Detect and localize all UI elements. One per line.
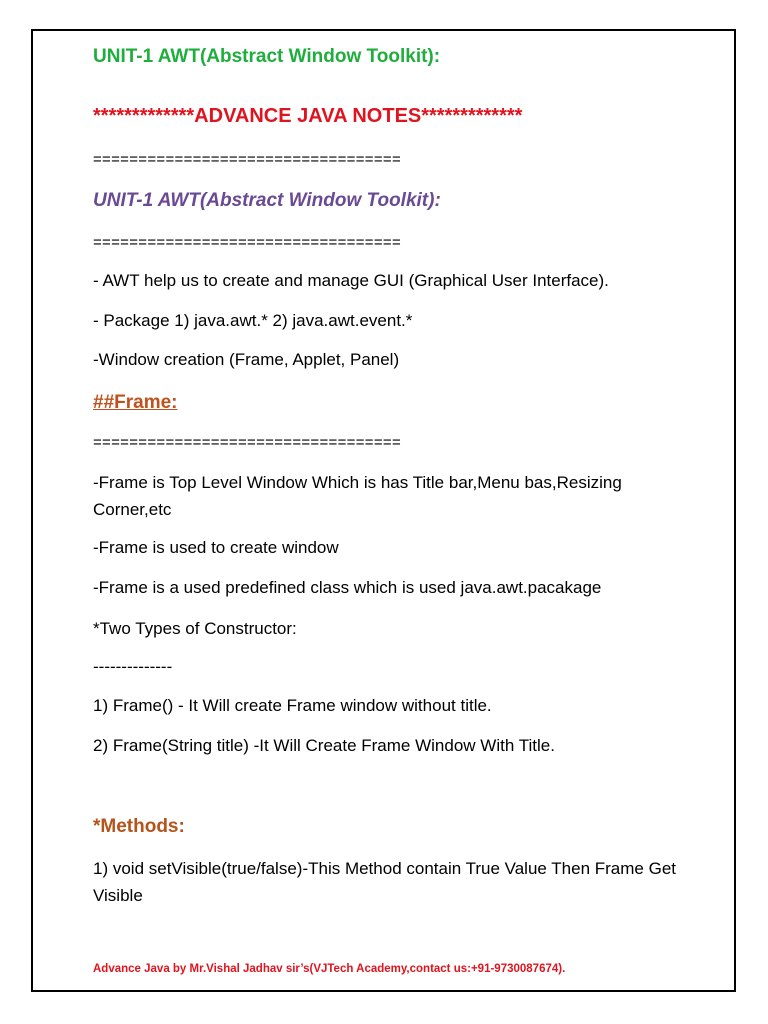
top-heading: UNIT-1 AWT(Abstract Window Toolkit):	[93, 46, 441, 67]
method-1-line: 1) void setVisible(true/false)-This Method contain True Value Then Frame Get Visible	[93, 859, 676, 905]
separator: ==================================	[93, 151, 402, 168]
separator: ==================================	[93, 234, 402, 251]
window-creation-line: -Window creation (Frame, Applet, Panel)	[93, 350, 400, 369]
constructor-2-line: 2) Frame(String title) -It Will Create Frame Window With Title.	[93, 736, 555, 755]
awt-help-line: - AWT help us to create and manage GUI (Graphical User Interface).	[93, 271, 609, 290]
separator: ==================================	[93, 434, 402, 451]
package-line: - Package 1) java.awt.* 2) java.awt.event.*	[93, 311, 413, 330]
dash-separator: --------------	[93, 657, 173, 676]
frame-heading: ##Frame:	[93, 392, 178, 413]
methods-heading: *Methods:	[93, 816, 185, 837]
unit-heading: UNIT-1 AWT(Abstract Window Toolkit):	[93, 190, 441, 211]
constructor-1-line: 1) Frame() - It Will create Frame window without title.	[93, 696, 492, 715]
frame-predefined-line: -Frame is a used predefined class which is used java.awt.pacakage	[93, 578, 602, 597]
frame-used-line: -Frame is used to create window	[93, 538, 339, 557]
title-banner: *************ADVANCE JAVA NOTES*************	[93, 105, 523, 127]
frame-top-level-line: -Frame is Top Level Window Which is has Title bar,Menu bas,Resizing Corner,etc	[93, 473, 622, 519]
footer-credit: Advance Java by Mr.Vishal Jadhav sir’s(VJTech Academy,contact us:+91-9730087674).	[93, 963, 566, 975]
constructor-types-line: *Two Types of Constructor:	[93, 619, 297, 638]
